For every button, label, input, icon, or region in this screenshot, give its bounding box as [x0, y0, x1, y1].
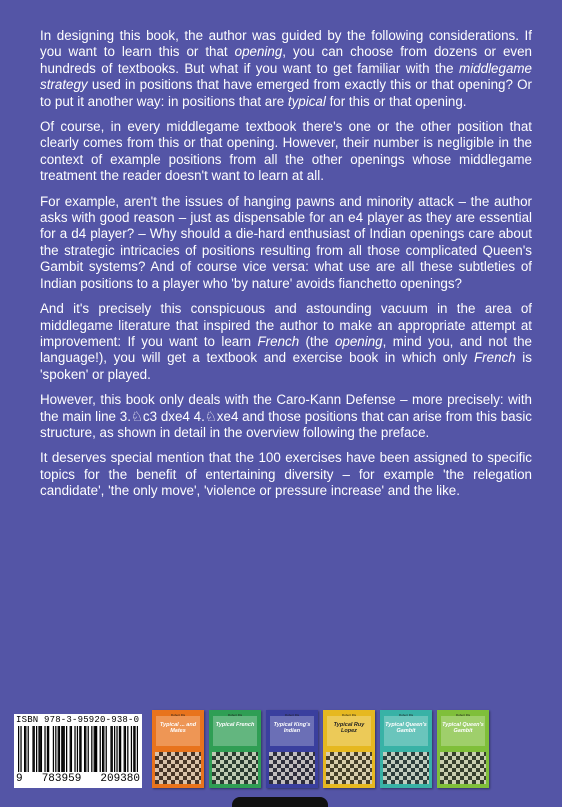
barcode-bar [114, 726, 115, 772]
barcode-bar [80, 726, 81, 772]
barcode-bar [38, 726, 39, 772]
cover-title: Typical Queen's Gambit [442, 722, 484, 734]
cover-author: Robert Ris [455, 713, 471, 717]
isbn-barcode [14, 714, 142, 788]
barcode-bar [48, 726, 49, 772]
barcode-bar [62, 726, 63, 772]
barcode-bar [20, 726, 21, 772]
barcode-bar [91, 726, 92, 772]
barcode-bar [55, 726, 56, 772]
cover-title: Typical ... and Mates [159, 722, 197, 734]
paragraph-text: , you can choose from dozens or even hundreds of textbooks. But what if you want to get familiar with the [40, 44, 532, 76]
barcode-digit-group-left: 783959 [41, 773, 82, 785]
paragraph-text: used in positions that have emerged from exactly this or that opening? Or to put it another way: in positions that are [40, 77, 532, 109]
emphasis-text: typical [287, 93, 326, 109]
paragraph [40, 28, 532, 110]
barcode-bar [24, 726, 25, 772]
barcode-bar [79, 726, 80, 772]
barcode-bar [77, 726, 78, 772]
barcode-bar [32, 726, 33, 772]
back-cover-text [40, 28, 532, 509]
chessboard-image [155, 752, 201, 784]
barcode-bar [18, 726, 19, 772]
chessboard-image [440, 752, 486, 784]
chessboard-image [383, 752, 429, 784]
emphasis-text: French [473, 350, 516, 366]
series-book-cover [209, 710, 261, 788]
paragraph-text: In designing this book, the author was guided by the following considerations. If you want to learn this or that [40, 28, 532, 60]
barcode-bar [106, 726, 107, 772]
barcode-bar [134, 726, 135, 772]
barcode-digit-group-right: 209380 [100, 773, 140, 785]
cover-title: Typical Ruy Lopez [333, 722, 365, 734]
cover-title: Typical King's Indian [273, 722, 311, 734]
emphasis-text: opening [234, 44, 283, 60]
chessboard-image [269, 752, 315, 784]
emphasis-text: middlegame strategy [40, 60, 532, 93]
barcode-bar [124, 726, 125, 772]
series-book-cover [437, 710, 489, 788]
series-book-cover [266, 710, 318, 788]
book-series-thumbnails [152, 710, 489, 788]
barcode-bar [96, 726, 97, 772]
paragraph-text: And it's precisely this conspicuous and astounding vacuum in the area of middlegame literature that inspired the author to make an appropriate attempt at improvement: If you want to learn [40, 301, 532, 349]
barcode-bar [59, 726, 60, 772]
series-book-cover [323, 710, 375, 788]
cover-title: Typical French [215, 722, 255, 728]
cover-author: Robert Ris [227, 713, 243, 717]
bottom-overlay-bar [232, 797, 328, 807]
chessboard-image [212, 752, 258, 784]
barcode-bar [36, 726, 37, 772]
barcode-bar [112, 726, 113, 772]
barcode-bar [95, 726, 96, 772]
cover-title-strip [213, 716, 257, 746]
barcode-bar [116, 726, 117, 772]
paragraph-text: for this or that opening. [325, 93, 467, 109]
barcode-bar [120, 726, 121, 772]
paragraph [40, 119, 532, 185]
emphasis-text: French [257, 333, 300, 349]
series-book-cover [152, 710, 204, 788]
barcode-bar [71, 726, 72, 772]
cover-author: Robert Ris [341, 713, 357, 717]
barcode-bar [64, 726, 65, 772]
paragraph [40, 392, 532, 441]
barcode-bar [125, 726, 126, 772]
barcode-bar [102, 726, 103, 772]
barcode-bar [103, 726, 104, 772]
cover-author: Robert Ris [398, 713, 414, 717]
barcode-digits [16, 773, 140, 785]
barcode-bars [18, 726, 138, 772]
paragraph-text: (the [299, 333, 335, 349]
barcode-bar [133, 726, 134, 772]
paragraph [40, 194, 532, 292]
barcode-bar [94, 726, 95, 772]
paragraph-text: For example, aren't the issues of hanging pawns and minority attack – the author asks with good reason – just as dispensable for an e4 player as they are essential for a d4 player? – Why should a die-hard enthusiast of Indian openings care about the strategic intricacies of positions resulting from all those complicated Queen's Gambit systems? And of course vice versa: what use are all these subtleties of Indian positions to a player who 'by nature' avoids fianchetto openings? [40, 193, 532, 291]
barcode-bar [137, 726, 138, 772]
series-book-cover [380, 710, 432, 788]
paragraph-text: Of course, in every middlegame textbook there's one or the other position that clearly comes from this or that opening. However, their number is negligible in the context of example positions from all the other openings whose middlegame treatment the reader doesn't want to learn at all. [40, 119, 532, 184]
paragraph [40, 450, 532, 499]
barcode-bar [110, 726, 111, 772]
barcode-bar [44, 726, 45, 772]
cover-author: Robert Ris [170, 713, 186, 717]
barcode-bar [66, 726, 67, 772]
paragraph [40, 301, 532, 383]
barcode-bar [41, 726, 42, 772]
barcode-bar [127, 726, 128, 772]
barcode-bar [84, 726, 85, 772]
paragraph-text: is 'spoken' or played. [40, 350, 532, 382]
barcode-bar [88, 726, 89, 772]
cover-title: Typical Queen's Gambit [385, 722, 427, 734]
barcode-bar [61, 726, 62, 772]
barcode-bar [85, 726, 86, 772]
barcode-bar [100, 726, 101, 772]
chessboard-image [326, 752, 372, 784]
barcode-bar [58, 726, 59, 772]
barcode-bar [74, 726, 75, 772]
barcode-bar [53, 726, 54, 772]
barcode-bar [34, 726, 35, 772]
barcode-bar [119, 726, 120, 772]
barcode-bar [47, 726, 48, 772]
barcode-bar [131, 726, 132, 772]
barcode-bar [40, 726, 41, 772]
paragraph-text: , mind you, and not the language!), you will get a textbook and exercise book in which only [40, 333, 533, 366]
paragraph-text: However, this book only deals with the Caro-Kann Defense – more precisely: with the main line 3.♘c3 dxe4 4.♘xe4 and those positions that can arise from this basic structure, as shown in detail in the overview following the preface. [40, 392, 532, 440]
barcode-bar [25, 726, 26, 772]
barcode-bar [70, 726, 71, 772]
barcode-bar [28, 726, 29, 772]
isbn-number: ISBN 978-3-95920-938-0 [16, 715, 140, 725]
emphasis-text: opening [334, 333, 383, 349]
barcode-digit-lead: 9 [16, 773, 23, 785]
cover-author: Robert Ris [284, 713, 300, 717]
paragraph-text: It deserves special mention that the 100 exercises have been assigned to specific topics for the benefit of entertaining diversity – for example 'the relegation candidate', 'the only move', 'violence or pressure increase' and the like. [40, 450, 532, 499]
